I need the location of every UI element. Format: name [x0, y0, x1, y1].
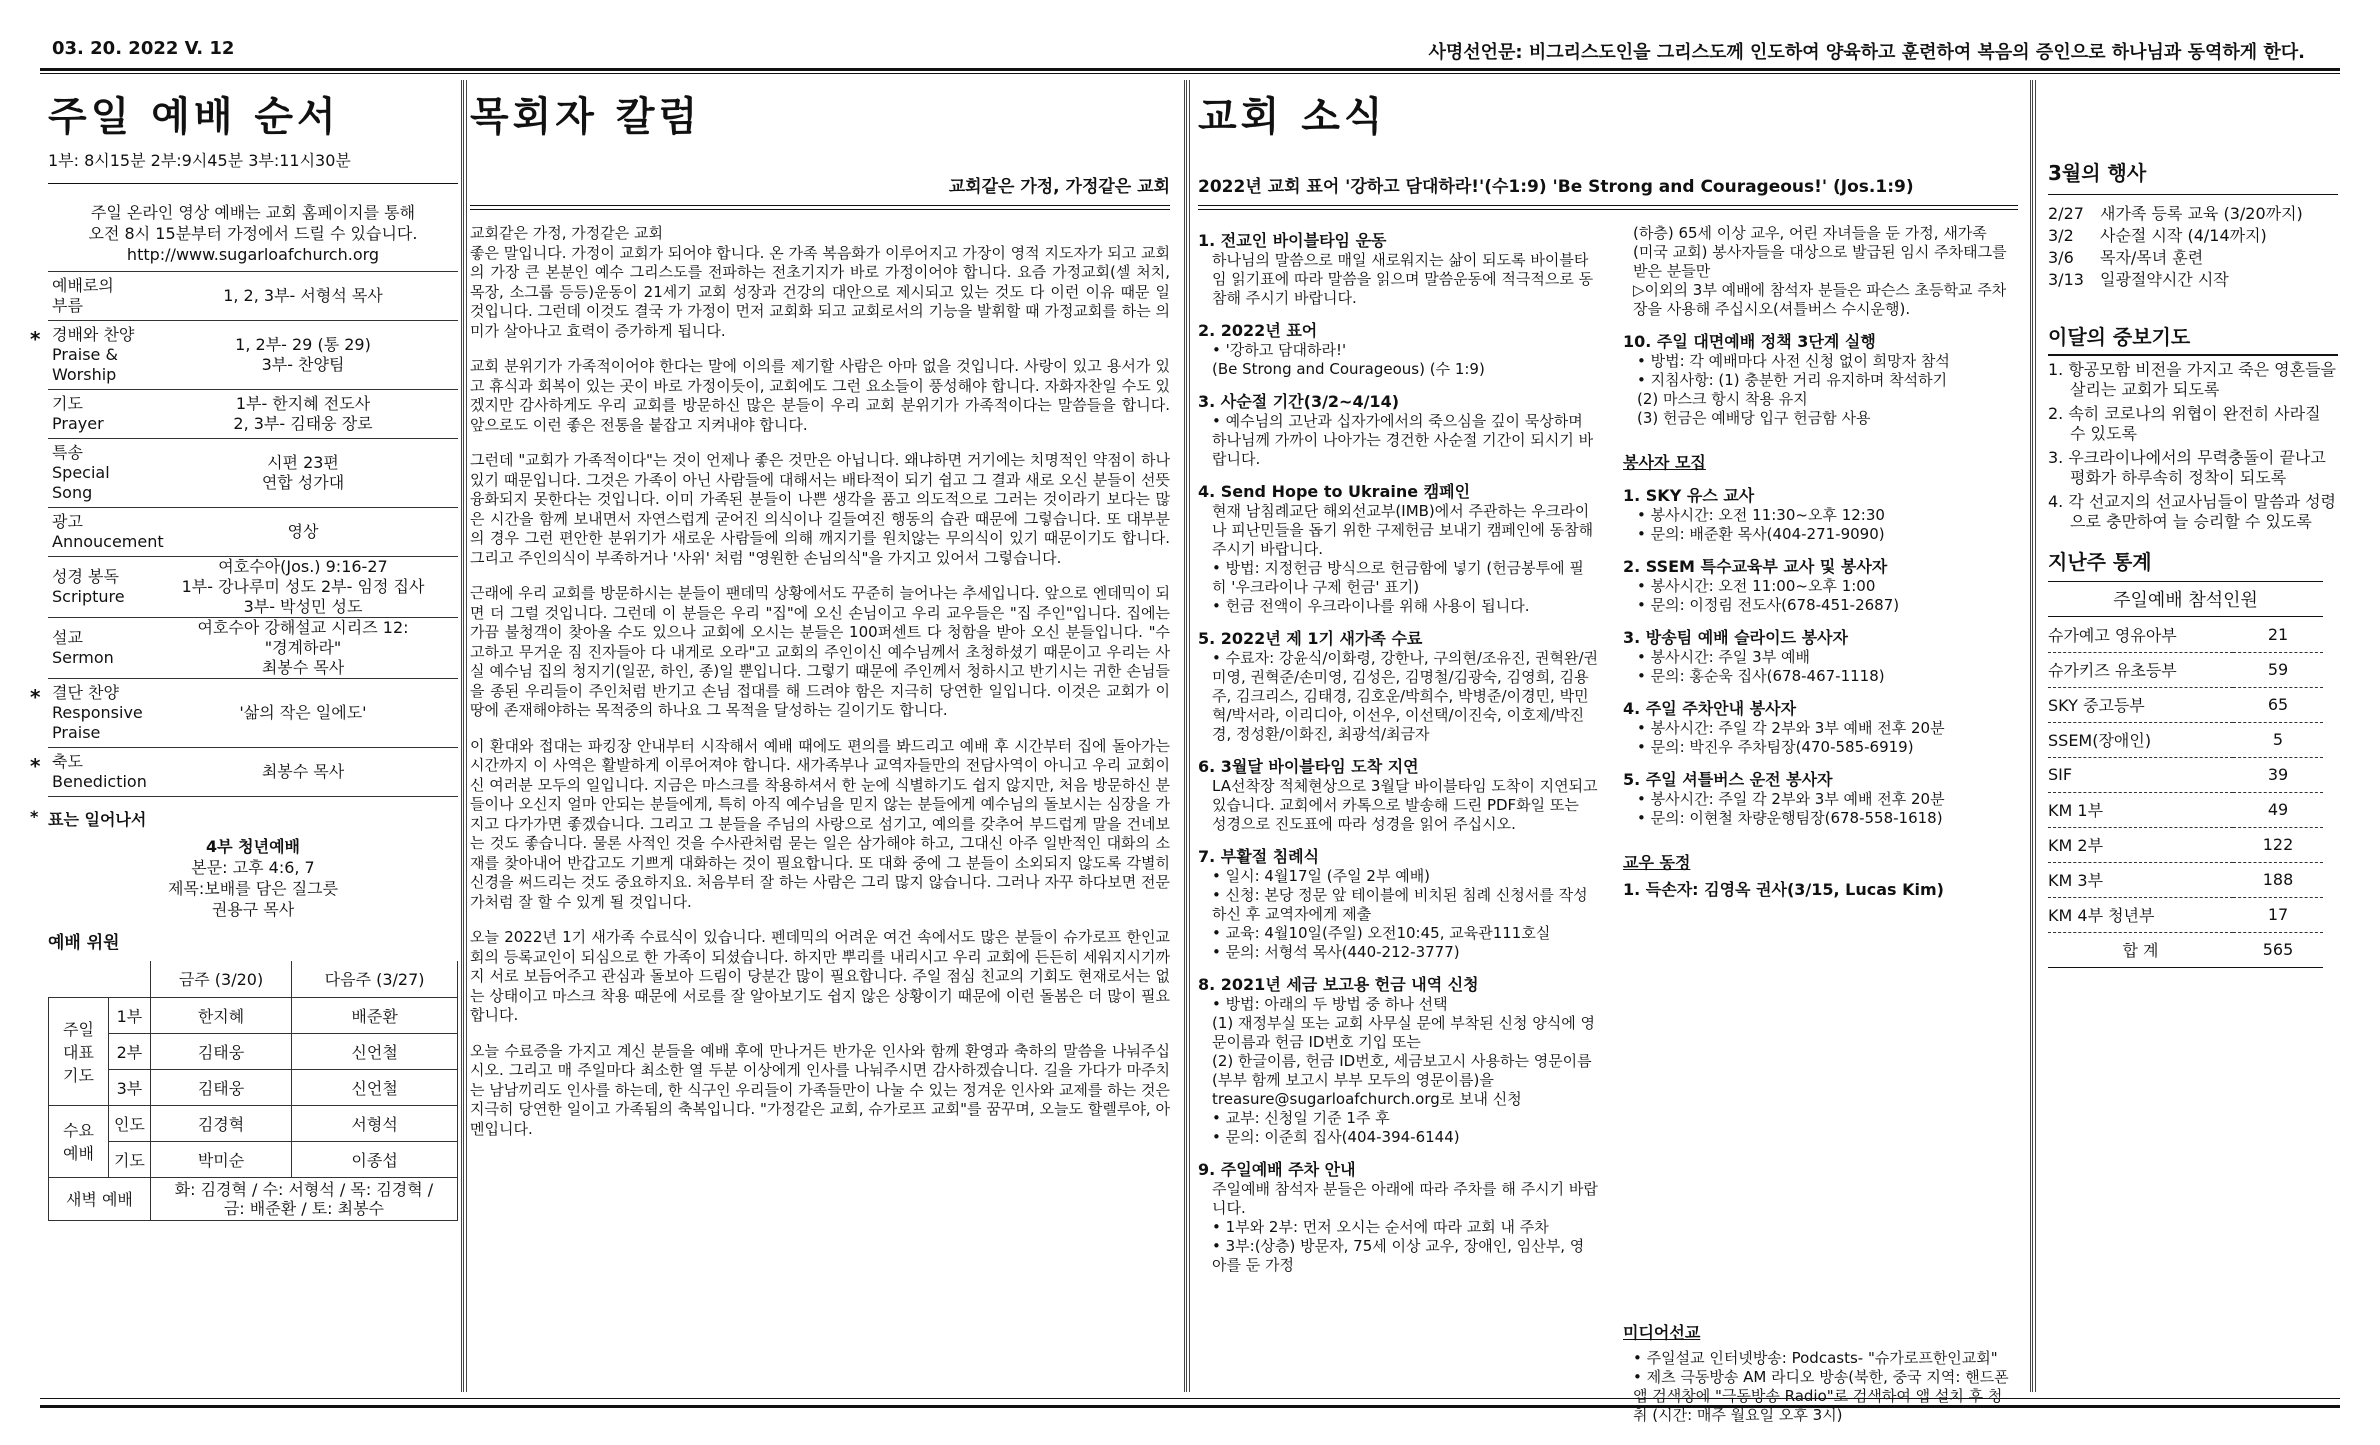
masthead: [40, 38, 2340, 64]
congrats-title: 교우 동정: [1623, 853, 1691, 872]
worship-order-row: [30, 321, 458, 390]
volunteer-list: [1623, 483, 2013, 828]
group-count: 17: [2233, 897, 2323, 932]
group-name: SKY 중고등부: [2048, 687, 2233, 722]
prayer-item: 2. 속히 코로나의 위협이 완전히 사라질 수 있도록: [2048, 404, 2321, 443]
committee-row: [49, 1105, 458, 1141]
committee-row: [49, 1141, 458, 1177]
news-text: 주일예배 참석자 분들은 아래에 따라 주차를 해 주시기 바랍니다. • 1부와 2부: 먼저 오시는 순서에 따라 교회 내 주차 • 3부:(상층) 방문자, 75세 이상 교우, 장애인, 임산부, 영아를 둔 가정: [1212, 1180, 1598, 1274]
volunteer-text: • 봉사시간: 주일 각 2부와 3부 예배 전후 20분 • 문의: 이현철 차량운행팀장(678-558-1618): [1637, 790, 1945, 827]
stats-title: 지난주 통계: [2048, 550, 2152, 574]
column-divider: [2030, 80, 2036, 1392]
event-date: 3/13: [2048, 270, 2084, 289]
divider: [48, 183, 458, 184]
volunteer-heading: 5. 주일 셔틀버스 운전 봉사자: [1623, 770, 1833, 789]
person-name: 박미순: [150, 1141, 291, 1177]
volunteer-title: 봉사자 모집: [1623, 453, 1706, 472]
worship-item-label: 축도 Benediction: [52, 752, 147, 791]
group-name: 슈가키즈 유초등부: [2048, 652, 2233, 687]
prayer-item: 1. 항공모함 비전을 가지고 죽은 영혼들을 살리는 교회가 되도록: [2048, 360, 2336, 399]
parking-continued: (하층) 65세 이상 교우, 어린 자녀들을 둔 가정, 새가족 (미국 교회) 봉사자들을 대상으로 발급된 임시 주차태그를 받은 분들만 ▷이외의 3부 예배에 참석자 분들은 파슨스 초등학교 주차장을 사용해 주십시오(셔틀버스 수시운행).: [1633, 224, 2007, 318]
news-heading: 4. Send Hope to Ukraine 캠페인: [1198, 482, 1471, 501]
event-date: 2/27: [2048, 204, 2084, 223]
news-text: • 일시: 4월17일 (주일 2부 예배) • 신청: 본당 정문 앞 테이블에 비치된 침례 신청서를 작성하신 후 교역자에게 제출 • 교육: 4월10일(주일) 오전10:45, 교육관111호실 • 문의: 서형석 목사(440-212-3777): [1212, 867, 1588, 961]
volunteer-heading: 4. 주일 주차안내 봉사자: [1623, 699, 1797, 718]
worship-order-row: [48, 508, 458, 557]
attendance-row: [2048, 652, 2323, 687]
group-count: 21: [2233, 617, 2323, 652]
service-label: 1부: [109, 997, 151, 1033]
header-this-week: 금주 (3/20): [150, 961, 291, 997]
service-label: 3부: [109, 1069, 151, 1105]
news-heading: 8. 2021년 세금 보고용 헌금 내역 신청: [1198, 975, 1479, 994]
attendance-table: [2048, 617, 2323, 968]
column-body: [470, 224, 1170, 1139]
person-name: 김경혁: [150, 1105, 291, 1141]
group-count: 39: [2233, 757, 2323, 792]
worship-item-value: 시편 23편 연합 성가대: [261, 453, 345, 492]
event-item: [2048, 269, 2338, 291]
prayer-item: 4. 각 선교지의 선교사님들이 말씀과 성령으로 충만하여 늘 승리할 수 있도록: [2048, 492, 2336, 531]
worship-item-value: '삶의 작은 일에도': [239, 703, 367, 722]
event-name: 일광절약시간 시작: [2100, 270, 2229, 289]
stand-marker: *: [30, 754, 41, 778]
worship-order-row: [48, 272, 458, 321]
news-text: • '강하고 담대하라!' (Be Strong and Courageous) (수 1:9): [1212, 341, 1485, 378]
events-title: 3월의 행사: [2048, 161, 2147, 185]
group-name: SSEM(장애인): [2048, 722, 2233, 757]
person-name: 이종섭: [292, 1141, 458, 1177]
attendance-row: [2048, 827, 2323, 862]
group-count: 5: [2233, 722, 2323, 757]
committee-row: [49, 997, 458, 1033]
worship-item-label: 성경 봉독 Scripture: [52, 567, 125, 606]
service-label: 2부: [109, 1033, 151, 1069]
youth-text: 본문: 고후 4:6, 7: [191, 858, 315, 877]
divider: [470, 205, 1170, 206]
top-rule-thin: [40, 73, 2340, 74]
group-name: 합 계: [2048, 932, 2233, 967]
empty-cell: [49, 961, 151, 997]
worship-item-label: 특송 Special Song: [52, 443, 110, 502]
news-text: • 수료자: 강윤식/이화령, 강한나, 구의현/조유진, 권혁완/권미영, 권혁준/손미영, 김성은, 김명철/김광숙, 김영희, 김용주, 김크리스, 김태경, 김호운/박희수, 박병준/이경민, 박민혁/박서라, 이리디아, 이선우, 이선택/이진숙, 이호제/박진경, 정성환/이화진, 최광석/최금자: [1212, 649, 1598, 743]
worship-order-row: [48, 557, 458, 618]
role-label: 기도: [109, 1141, 151, 1177]
column-subtitle: 교회같은 가정, 가정같은 교회: [948, 177, 1170, 197]
youth-service: [48, 836, 458, 920]
column-title: 목회자 칼럼: [470, 94, 702, 140]
news-text: LA선착장 적체현상으로 3월달 바이블타임 도착이 지연되고 있습니다. 교회에서 카톡으로 발송해 드린 PDF화일 또는 성경으로 진도표에 따라 성경을 읽어 주십시오.: [1212, 777, 1598, 833]
event-item: [2048, 247, 2338, 269]
worship-order-row: [30, 748, 458, 797]
group-count: 59: [2233, 652, 2323, 687]
online-line: 오전 8시 15분부터 가정에서 드릴 수 있습니다.: [88, 224, 418, 243]
event-name: 목자/목녀 훈련: [2100, 248, 2204, 267]
news-heading: 9. 주일예배 주차 안내: [1198, 1160, 1356, 1179]
attendance-row: [2048, 792, 2323, 827]
column-paragraph: 근래에 우리 교회를 방문하시는 분들이 팬데믹 상황에서도 꾸준히 늘어나는 추세입니다. 앞으로 엔데믹이 되면 더 그럴 것입니다. 그런데 이 분들은 우리 "집"에 오신 손님이고 우리 교우들은 "집 주인"입니다. 집에는 가끔 불청객이 찾아올 수도 있으나 교회에 오시는 분들은 100퍼센트 다 청함을 받아 오신 분들입니다. "수고하고 무거운 짐 진자들아 다 내게로 오라"고 교회의 주인이신 예수님께서 초청하셨기 때문이고 우리는 사실 예수님 집의 청지기(일꾼, 하인, 종)일 뿐입니다. 그렇기 때문에 주인께서 청하시고 반기시는 귀한 손님들을 종된 우리들이 주인처럼 반기고 손님 접대를 해 드려야 함은 지극히 당연한 일입니다. 이것은 교회가 이 땅에 존재해야하는 목적중의 하나요 그 목적을 달성하는 길이기도 합니다.: [470, 584, 1170, 719]
column-paragraph: 교회같은 가정, 가정같은 교회 좋은 말입니다. 가정이 교회가 되어야 합니다. 온 가족 복음화가 이루어지고 가장이 영적 지도자가 되고 교회의 가장 큰 본분인 예수 그리스도를 전파하는 전초기지가 바로 가정이어야 합니다. 요즘 가정교회(셀 처치, 목장, 소그룹 등등)운동이 21세기 교회 성장과 건강의 대안으로 제시되고 있는 것도 다 이런 이유 때문 일 것입니다. 그런데 이것도 결국 가 가정이 먼저 교회화 되고 교회로서의 기능을 발휘할 때 가정교회를 하는 의미가 살아나고 효력이 증가하게 됩니다.: [470, 224, 1170, 340]
worship-item-label: 예배로의 부름: [52, 276, 114, 315]
volunteer-text: • 봉사시간: 주일 각 2부와 3부 예배 전후 20분 • 문의: 박진우 주차팀장(470-585-6919): [1637, 719, 1945, 756]
online-notice: [48, 202, 458, 265]
stand-marker: *: [30, 327, 41, 351]
worship-order-list: [30, 271, 458, 797]
news-left: [1198, 218, 1598, 1275]
committee-title: 예배 위원: [48, 933, 120, 953]
worship-item-label: 기도 Prayer: [52, 394, 104, 433]
volunteer-heading: 1. SKY 유스 교사: [1623, 486, 1755, 505]
group-count: 49: [2233, 792, 2323, 827]
event-name: 사순절 시작 (4/14까지): [2100, 226, 2267, 245]
congrats-text: 1. 득손자: 김영옥 권사(3/15, Lucas Kim): [1623, 880, 1944, 899]
column-divider: [461, 80, 467, 1392]
news-heading: 2. 2022년 표어: [1198, 321, 1318, 340]
worship-item-value: 1, 2, 3부- 서형석 목사: [223, 286, 383, 305]
sunday-prayer-label: 주일 대표 기도: [49, 997, 109, 1105]
stand-marker: *: [30, 685, 41, 709]
attendance-row: [2048, 862, 2323, 897]
sidebar-column: [2048, 85, 2338, 968]
worship-item-label: 설교 Sermon: [52, 628, 114, 667]
youth-title: 4부 청년예배: [206, 837, 300, 856]
news-right: [1623, 218, 2013, 1425]
news-heading: 7. 부활절 침례식: [1198, 847, 1320, 866]
group-name: SIF: [2048, 757, 2233, 792]
stand-note: * 표는 일어나서: [30, 807, 147, 829]
wednesday-label: 수요 예배: [49, 1105, 109, 1177]
worship-item-value: 영상: [287, 522, 319, 541]
person-name: 한지혜: [150, 997, 291, 1033]
worship-item-value: 1, 2부- 29 (통 29) 3부- 찬양팀: [235, 335, 371, 374]
committee-row: [49, 1033, 458, 1069]
attendance-row: [2048, 687, 2323, 722]
worship-item-label: 결단 찬양 Responsive Praise: [52, 683, 143, 742]
news-heading: 3. 사순절 기간(3/2~4/14): [1198, 392, 1400, 411]
worship-order-row: [48, 618, 458, 679]
service-times: 1부: 8시15분 2부:9시45분 3부:11시30분: [48, 151, 351, 170]
header-next-week: 다음주 (3/27): [292, 961, 458, 997]
column-divider: [1184, 80, 1190, 1392]
column-paragraph: 그런데 "교회가 가족적이다"는 것이 언제나 좋은 것만은 아닙니다. 왜냐하면 거기에는 치명적인 약점이 하나 있기 때문입니다. 그것은 가족이 아닌 사람들에 대해서는 배타적이 되기 쉽고 그 결과 새로 오신 분들이 선뜻 융화되지 못한다는 것입니다. 이미 가족된 분들이 나쁜 생각을 품고 의도적으로 그러는 것이라기 보다는 많은 시간을 함께 보내면서 자연스럽게 굳어진 의식이나 길들여진 행동의 습관 때문에 그렇습니다. 또 대부분의 경우 그런 편안한 분위기가 새로운 사람들에 의해 깨지기를 원치않는 무의식이 있기 때문이기도 합니다. 그리고 주인의식이 부족하거나 '사위' 처럼 "영원한 손님의식"을 가지고 있어서 그렇습니다.: [470, 451, 1170, 567]
attendance-row: [2048, 617, 2323, 652]
worship-item-value: 1부- 한지혜 전도사 2, 3부- 김태웅 장로: [233, 394, 373, 433]
worship-item-value: 최봉수 목사: [261, 762, 345, 781]
wednesday-rows: [49, 1105, 458, 1177]
news-title: 교회 소식: [1198, 94, 1387, 140]
group-count: 122: [2233, 827, 2323, 862]
event-date: 3/2: [2048, 226, 2074, 245]
news-text: • 방법: 아래의 두 방법 중 하나 선택 (1) 재정부실 또는 교회 사무실 문에 부착된 신청 양식에 영문이름과 헌금 ID번호 기입 또는 (2) 한글이름, 헌금 ID번호, 세금보고시 사용하는 영문이름(부부 함께 보고시 부부 모두의 영문이름)을 treasure@sugarloafchurch.org로 보내 신청 • 교부: 신청일 기준 1주 후 • 문의: 이준희 집사(404-394-6144): [1212, 995, 1595, 1146]
news-text: • 예수님의 고난과 십자가에서의 죽으심을 깊이 묵상하며 하나님께 가까이 나아가는 경건한 사순절 기간이 되시기 바랍니다.: [1212, 412, 1594, 468]
prayer-list: [2048, 360, 2338, 532]
online-line: 주일 온라인 영상 예배는 교회 홈페이지를 통해: [90, 203, 416, 222]
event-item: [2048, 225, 2338, 247]
group-name: KM 3부: [2048, 862, 2233, 897]
pastor-column: [470, 85, 1170, 1139]
news-text: • 방법: 각 예배마다 사전 신청 없이 희망자 참석 • 지침사항: (1) 충분한 거리 유지하며 착석하기 (2) 마스크 항시 착용 유지 (3) 헌금은 예배당 입구 헌금함 사용: [1637, 352, 1950, 427]
person-name: 김태웅: [150, 1069, 291, 1105]
worship-item-value: 여호수아 강해설교 시리즈 12: "경계하라" 최봉수 목사: [197, 618, 409, 677]
church-url[interactable]: http://www.sugarloafchurch.org: [126, 245, 380, 264]
top-rule: [40, 68, 2340, 71]
volunteer-heading: 2. SSEM 특수교육부 교사 및 봉사자: [1623, 557, 1888, 576]
group-count: 565: [2233, 932, 2323, 967]
youth-pastor: 권용구 목사: [211, 900, 295, 919]
column-paragraph: 오늘 수료증을 가지고 계신 분들을 예배 후에 만나거든 반가운 인사와 함께 환영과 축하의 말씀을 나눠주십시오. 그리고 매 주일마다 최소한 열 두분 이상에게 인사를 나눠주시면 감사하겠습니다. 길을 가다가 마주치는 남남끼리도 인사를 하는데, 한 식구인 우리들이 가족들만이 나눌 수 있는 정겨운 인사와 교제를 하는 것은 지극히 당연한 일이고 가족됨의 축복입니다. "가정같은 교회, 슈가로프 교회"를 꿈꾸며, 오늘도 할렐루야, 아멘입니다.: [470, 1041, 1170, 1138]
worship-order-column: [30, 85, 458, 1221]
attendance-row: [2048, 722, 2323, 757]
worship-item-value: 여호수아(Jos.) 9:16-27 1부- 강나루미 성도 2부- 임정 집사 3부- 박성민 성도: [181, 557, 425, 616]
group-name: KM 4부 청년부: [2048, 897, 2233, 932]
attendance-row: [2048, 897, 2323, 932]
prayer-title: 이달의 중보기도: [2048, 321, 2338, 356]
role-label: 인도: [109, 1105, 151, 1141]
media-title: 미디어선교: [1623, 1323, 1701, 1342]
attendance-row: [2048, 757, 2323, 792]
attendance-row: [2048, 932, 2323, 967]
dawn-label: 새벽 예배: [49, 1177, 151, 1220]
news-heading: 10. 주일 대면예배 정책 3단계 실행: [1623, 332, 1876, 351]
prayer-item: 3. 우크라이나에서의 무력충돌이 끝나고 평화가 하루속히 정착이 되도록: [2048, 448, 2326, 487]
sunday-prayer-rows: [49, 997, 458, 1105]
person-name: 김태웅: [150, 1033, 291, 1069]
group-name: 슈가예고 영유아부: [2048, 617, 2233, 652]
event-name: 새가족 등록 교육 (3/20까지): [2100, 204, 2303, 223]
divider: [470, 209, 1170, 210]
person-name: 서형석: [292, 1105, 458, 1141]
group-name: KM 1부: [2048, 792, 2233, 827]
divider: [1198, 205, 2018, 206]
volunteer-text: • 봉사시간: 오전 11:00~오후 1:00 • 문의: 이정림 전도사(678-451-2687): [1637, 577, 1900, 614]
issue-date: 03. 20. 2022 V. 12: [52, 38, 235, 59]
event-date: 3/6: [2048, 248, 2074, 267]
worship-order-row: [48, 439, 458, 508]
column-paragraph: 교회 분위기가 가족적이어야 한다는 말에 이의를 제기할 사람은 아마 없을 것입니다. 사랑이 있고 용서가 있고 휴식과 회복이 있는 곳이 바로 가정이듯이, 교회에도 그런 요소들이 풍성해야 합니다. 자화자찬일 수도 있겠지만 감사하게도 우리 교회를 방문하신 많은 분들이 우리 교회 분위기가 가족적이다는 말씀들을 합니다. 앞으로도 이런 좋은 전통을 붙잡고 지켜내야 합니다.: [470, 357, 1170, 434]
group-count: 65: [2233, 687, 2323, 722]
volunteer-heading: 3. 방송팀 예배 슬라이드 봉사자: [1623, 628, 1848, 647]
group-count: 188: [2233, 862, 2323, 897]
news-heading: 5. 2022년 제 1기 새가족 수료: [1198, 629, 1423, 648]
person-name: 신언철: [292, 1069, 458, 1105]
worship-order-row: [48, 390, 458, 439]
church-news-column: [1198, 85, 2018, 1424]
news-text: 하나님의 말씀으로 매일 새로워지는 삶이 되도록 바이블타임 읽기표에 따라 말씀을 읽으며 말씀운동에 적극적으로 동참해 주시기 바랍니다.: [1212, 251, 1594, 307]
person-name: 배준환: [292, 997, 458, 1033]
worship-item-label: 경배와 찬양 Praise & Worship: [52, 325, 135, 384]
worship-order-row: [30, 679, 458, 748]
dawn-schedule: 화: 김경혁 / 수: 서형석 / 목: 김경혁 / 금: 배준환 / 토: 최봉수: [150, 1177, 457, 1220]
youth-subject: 제목:보배를 담은 질그릇: [167, 879, 339, 898]
volunteer-text: • 봉사시간: 주일 3부 예배 • 문의: 홍순욱 집사(678-467-1118): [1637, 648, 1885, 685]
person-name: 신언철: [292, 1033, 458, 1069]
events-list: [2048, 203, 2338, 291]
divider: [2048, 194, 2338, 195]
worship-item-label: 광고 Annoucement: [52, 512, 164, 551]
mission-statement: 사명선언문: 비그리스도인을 그리스도께 인도하여 양육하고 훈련하여 복음의 증인으로 하나님과 동역하게 한다.: [1428, 42, 2305, 63]
church-motto: 2022년 교회 표어 '강하고 담대하라!'(수1:9) 'Be Strong and Courageous!' (Jos.1:9): [1198, 177, 1914, 197]
column-paragraph: 오늘 2022년 1기 새가족 수료식이 있습니다. 펜데믹의 어려운 여건 속에서도 많은 분들이 슈가로프 한인교회의 등록교인이 되심으로 한 가족이 되셨습니다. 하지만 뿌리를 내리시고 우리 교회에 든든히 세워지시기까지 서로 보듬어주고 관심과 돌보아 드림이 당분간 많이 필요합니다. 주일 점심 친교의 기회도 현재로서는 없는 상태이고 마스크 착용 때문에 서로를 잘 알아보기도 쉽지 않은 상황이기 때문에 이런 돌봄은 더 많이 필요합니다.: [470, 928, 1170, 1024]
divider: [1198, 209, 2018, 210]
stand-note-text: 표는 일어나서: [48, 810, 147, 829]
volunteer-text: • 봉사시간: 오전 11:30~오후 12:30 • 문의: 배준환 목사(404-271-9090): [1637, 506, 1885, 543]
committee-row: [49, 1069, 458, 1105]
media-text: • 주일설교 인터넷방송: Podcasts- "슈가로프한인교회" • 제츠 극동방송 AM 라디오 방송(북한, 중국 지역: 핸드폰 앱 검색창에 "극동방송 Radio"로 검색하여 앱 설치 후 청취 (시간: 매주 월요일 오후 3시): [1633, 1349, 2009, 1424]
event-item: [2048, 203, 2338, 225]
news-text: 현재 남침례교단 해외선교부(IMB)에서 주관하는 우크라이나 피난민들을 돕기 위한 구제헌금 보내기 캠페인에 동참해 주시기 바랍니다. • 방법: 지정헌금 방식으로 헌금함에 넣기 (헌금봉투에 필히 '우크라이나 구제 헌금' 표기) • 헌금 전액이 우크라이나를 위해 사용이 됩니다.: [1212, 502, 1594, 615]
news-heading: 6. 3월달 바이블타임 도착 지연: [1198, 757, 1419, 776]
worship-title: 주일 예배 순서: [48, 94, 340, 140]
group-name: KM 2부: [2048, 827, 2233, 862]
news-heading: 1. 전교인 바이블타임 운동: [1198, 231, 1387, 250]
committee-table: [48, 961, 458, 1221]
column-paragraph: 이 환대와 접대는 파킹장 안내부터 시작해서 예배 때에도 편의를 봐드리고 예배 후 시간부터 집에 돌아가는 시간까지 이 사역은 활발하게 이루어져야 합니다. 새가족부나 교역자들만의 전담사역이 아니고 우리 교회이신 여러분 모두의 일입니다. 지금은 마스크를 착용하셔서 한 눈에 식별하기도 쉽지 않지만, 처음 방문하신 분들이나 오신지 얼마 안되는 분들에게, 특히 아직 예수님을 믿지 않는 분들에게 예수님의 돌보시는 심장을 가지고 다가가면 좋겠습니다. 그리고 그 분들을 주님의 사랑으로 섬기고, 예의를 갖추어 부드럽게 말을 건네보는 것도 좋습니다. 물론 사적인 것을 수사관처럼 묻는 일은 삼가해야 하고, 그대신 아주 일반적인 대화의 소재를 찾아내어 반갑고도 기쁘게 대화하는 것이 필요합니다. 또 대화 중에 그 분들이 소외되지 않도록 각별히 신경을 써드리는 것도 중요하지요. 처음부터 잘 하는 사람은 그리 많지 않습니다. 그러나 자꾸 하다보면 전문가처럼 잘 할 수 있게 될 것입니다.: [470, 736, 1170, 911]
stats-subtitle: 주일예배 참석인원: [2048, 581, 2323, 617]
